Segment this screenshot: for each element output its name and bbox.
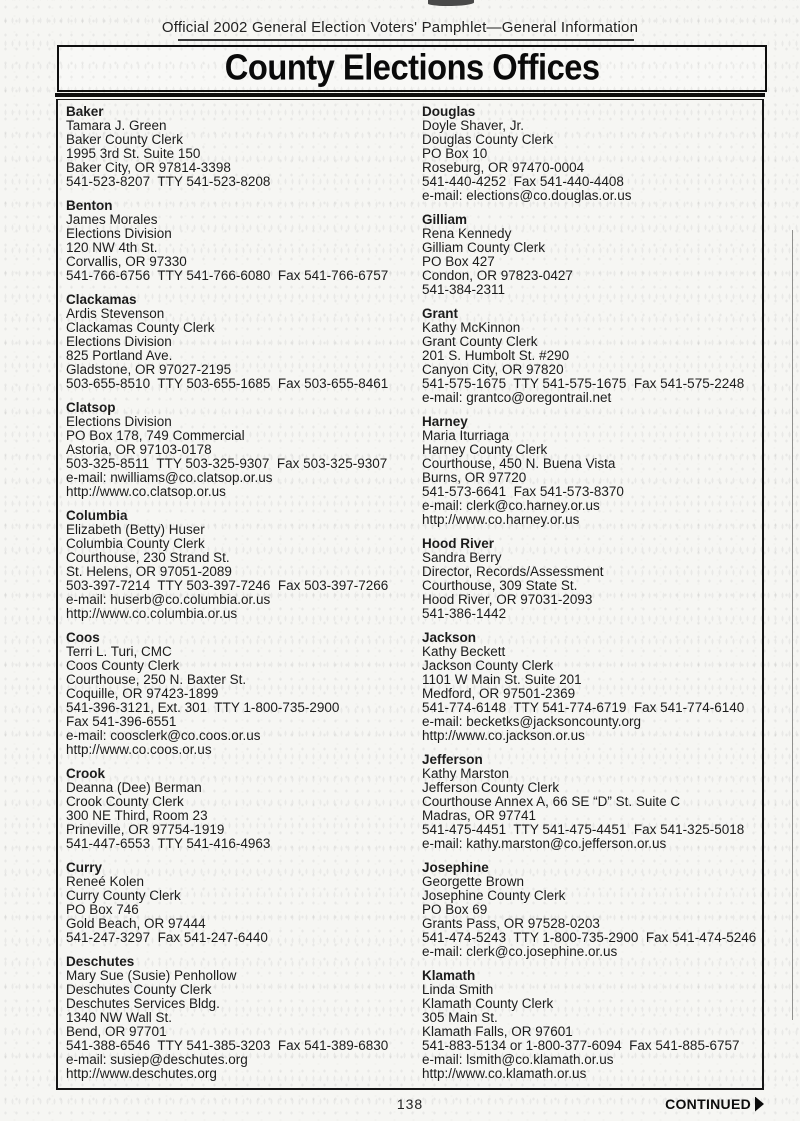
county-info-line: e-mail: lsmith@co.klamath.or.us — [422, 1052, 614, 1067]
county-info-line: Grants Pass, OR 97528-0203 — [422, 916, 600, 931]
county-info-line: Courthouse Annex A, 66 SE “D” St. Suite C — [422, 794, 681, 809]
county-entry — [66, 105, 420, 189]
county-info-line: e-mail: clerk@co.harney.or.us — [422, 498, 600, 513]
county-info-line: Courthouse, 450 N. Buena Vista — [422, 456, 616, 471]
county-info-line: http://www.co.klamath.or.us — [422, 1066, 587, 1081]
county-info-line: http://www.co.coos.or.us — [66, 742, 212, 757]
county-info-line: Elections Division — [66, 414, 172, 429]
county-info-line: Sandra Berry — [422, 550, 502, 565]
county-info-line: e-mail: becketks@jacksoncounty.org — [422, 714, 642, 729]
county-info-line: 541-474-5243 TTY 1-800-735-2900 Fax 541-474-5246 — [422, 930, 757, 945]
county-info-line: 541-766-6756 TTY 541-766-6080 Fax 541-766-6757 — [66, 268, 389, 283]
county-info-line: e-mail: clerk@co.josephine.or.us — [422, 944, 618, 959]
county-info-line: Columbia County Clerk — [66, 536, 205, 551]
county-info-line: Hood River, OR 97031-2093 — [422, 592, 593, 607]
county-name: Columbia — [66, 508, 128, 523]
county-name: Deschutes — [66, 954, 135, 969]
county-name: Coos — [66, 630, 100, 645]
county-info-line: Corvallis, OR 97330 — [66, 254, 187, 269]
county-info-line: 541-475-4451 TTY 541-475-4451 Fax 541-325-5018 — [422, 822, 745, 837]
county-info-line: Jefferson County Clerk — [422, 780, 560, 795]
county-info-line: 1340 NW Wall St. — [66, 1010, 173, 1025]
continued-label: CONTINUED — [665, 1096, 751, 1112]
county-entry — [66, 631, 420, 757]
county-info-line: Deschutes County Clerk — [66, 982, 212, 997]
county-info-line: 541-386-1442 — [422, 606, 507, 621]
county-info-line: Linda Smith — [422, 982, 494, 997]
county-info-line: Prineville, OR 97754-1919 — [66, 822, 225, 837]
county-info-line: e-mail: kathy.marston@co.jefferson.or.us — [422, 836, 667, 851]
title-box — [57, 45, 767, 92]
county-info-line: Gladstone, OR 97027-2195 — [66, 362, 232, 377]
pamphlet-header: Official 2002 General Election Voters' Pamphlet—General Information — [161, 19, 639, 36]
county-name: Klamath — [422, 968, 476, 983]
county-entry — [422, 753, 762, 851]
county-name: Clackamas — [66, 292, 137, 307]
county-name: Curry — [66, 860, 103, 875]
county-info-line: Coos County Clerk — [66, 658, 180, 673]
county-listings — [56, 99, 764, 1090]
county-info-line: Elections Division — [66, 334, 172, 349]
county-entry — [66, 767, 420, 851]
county-info-line: 503-655-8510 TTY 503-655-1685 Fax 503-655-8461 — [66, 376, 389, 391]
county-info-line: Medford, OR 97501-2369 — [422, 686, 576, 701]
county-info-line: Elizabeth (Betty) Huser — [66, 522, 205, 537]
county-info-line: Ardis Stevenson — [66, 306, 165, 321]
county-info-line: 541-573-6641 Fax 541-573-8370 — [422, 484, 624, 499]
county-info-line: Harney County Clerk — [422, 442, 548, 457]
county-info-line: 541-523-8207 TTY 541-523-8208 — [66, 174, 271, 189]
county-name: Josephine — [422, 860, 489, 875]
county-info-line: Jackson County Clerk — [422, 658, 554, 673]
county-info-line: 1101 W Main St. Suite 201 — [422, 672, 582, 687]
county-info-line: 541-440-4252 Fax 541-440-4408 — [422, 174, 624, 189]
county-info-line: Fax 541-396-6551 — [66, 714, 177, 729]
county-info-line: Klamath County Clerk — [422, 996, 554, 1011]
continued-arrow-icon — [755, 1097, 764, 1112]
county-info-line: Bend, OR 97701 — [66, 1024, 167, 1039]
county-info-line: Crook County Clerk — [66, 794, 184, 809]
county-name: Jefferson — [422, 752, 483, 767]
county-entry — [66, 861, 420, 945]
page-number: 138 — [396, 1096, 424, 1112]
county-info-line: 541-388-6546 TTY 541-385-3203 Fax 541-389-6830 — [66, 1038, 389, 1053]
county-info-line: 305 Main St. — [422, 1010, 498, 1025]
county-info-line: e-mail: grantco@oregontrail.net — [422, 390, 612, 405]
county-info-line: PO Box 10 — [422, 146, 488, 161]
county-info-line: Kathy McKinnon — [422, 320, 521, 335]
county-info-line: Rena Kennedy — [422, 226, 512, 241]
county-info-line: Courthouse, 230 Strand St. — [66, 550, 230, 565]
county-info-line: Roseburg, OR 97470-0004 — [422, 160, 585, 175]
county-entry — [422, 861, 762, 959]
county-info-line: e-mail: huserb@co.columbia.or.us — [66, 592, 271, 607]
county-entry — [422, 307, 762, 405]
county-info-line: Gold Beach, OR 97444 — [66, 916, 206, 931]
county-info-line: Mary Sue (Susie) Penhollow — [66, 968, 237, 983]
county-info-line: Tamara J. Green — [66, 118, 167, 133]
county-info-line: St. Helens, OR 97051-2089 — [66, 564, 232, 579]
county-info-line: Courthouse, 309 State St. — [422, 578, 578, 593]
county-info-line: http://www.co.clatsop.or.us — [66, 484, 226, 499]
county-info-line: Curry County Clerk — [66, 888, 181, 903]
county-entry — [66, 509, 420, 621]
county-info-line: e-mail: coosclerk@co.coos.or.us — [66, 728, 261, 743]
page-title: County Elections Offices — [224, 47, 600, 89]
county-info-line: Deanna (Dee) Berman — [66, 780, 202, 795]
county-info-line: http://www.co.jackson.or.us — [422, 728, 585, 743]
county-info-line: http://www.deschutes.org — [66, 1066, 217, 1081]
county-entry — [422, 213, 762, 297]
county-info-line: Condon, OR 97823-0427 — [422, 268, 573, 283]
county-info-line: 541-396-3121, Ext. 301 TTY 1-800-735-2900 — [66, 700, 340, 715]
county-info-line: 541-575-1675 TTY 541-575-1675 Fax 541-575-2248 — [422, 376, 745, 391]
county-info-line: e-mail: nwilliams@co.clatsop.or.us — [66, 470, 273, 485]
county-info-line: Douglas County Clerk — [422, 132, 554, 147]
county-info-line: Deschutes Services Bldg. — [66, 996, 220, 1011]
county-info-line: Josephine County Clerk — [422, 888, 566, 903]
county-info-line: Madras, OR 97741 — [422, 808, 537, 823]
title-underbar — [55, 93, 765, 97]
county-info-line: Director, Records/Assessment — [422, 564, 604, 579]
county-info-line: Canyon City, OR 97820 — [422, 362, 564, 377]
county-info-line: Burns, OR 97720 — [422, 470, 527, 485]
county-info-line: Baker City, OR 97814-3398 — [66, 160, 231, 175]
county-info-line: Doyle Shaver, Jr. — [422, 118, 525, 133]
county-entry — [422, 105, 762, 203]
county-entry — [422, 969, 762, 1081]
county-entry — [66, 401, 420, 499]
county-info-line: 825 Portland Ave. — [66, 348, 173, 363]
county-entry — [66, 199, 420, 283]
county-entry — [422, 631, 762, 743]
county-info-line: PO Box 69 — [422, 902, 488, 917]
county-info-line: Coquille, OR 97423-1899 — [66, 686, 219, 701]
county-info-line: Klamath Falls, OR 97601 — [422, 1024, 573, 1039]
scan-smudge-artifact — [428, 0, 474, 6]
county-info-line: http://www.co.harney.or.us — [422, 512, 580, 527]
county-info-line: 503-325-8511 TTY 503-325-9307 Fax 503-325-9307 — [66, 456, 388, 471]
county-info-line: 201 S. Humbolt St. #290 — [422, 348, 570, 363]
county-name: Crook — [66, 766, 106, 781]
county-name: Baker — [66, 104, 104, 119]
county-info-line: PO Box 427 — [422, 254, 495, 269]
county-info-line: Grant County Clerk — [422, 334, 538, 349]
county-info-line: 503-397-7214 TTY 503-397-7246 Fax 503-397-7266 — [66, 578, 389, 593]
county-info-line: Kathy Marston — [422, 766, 510, 781]
scan-edge-line — [792, 230, 793, 1020]
county-name: Harney — [422, 414, 468, 429]
county-entry — [422, 537, 762, 621]
county-info-line: Maria Iturriaga — [422, 428, 510, 443]
county-info-line: Clackamas County Clerk — [66, 320, 215, 335]
county-info-line: Georgette Brown — [422, 874, 525, 889]
header-rule — [178, 39, 634, 41]
county-entry — [66, 293, 420, 391]
county-name: Grant — [422, 306, 459, 321]
county-info-line: Kathy Beckett — [422, 644, 506, 659]
column-right — [420, 100, 762, 1088]
county-entry — [422, 415, 762, 527]
county-info-line: e-mail: susiep@deschutes.org — [66, 1052, 248, 1067]
county-info-line: 120 NW 4th St. — [66, 240, 158, 255]
county-info-line: 1995 3rd St. Suite 150 — [66, 146, 201, 161]
county-name: Jackson — [422, 630, 477, 645]
county-info-line: http://www.co.columbia.or.us — [66, 606, 238, 621]
county-info-line: 541-883-5134 or 1-800-377-6094 Fax 541-885-6757 — [422, 1038, 740, 1053]
county-name: Hood River — [422, 536, 495, 551]
county-info-line: 541-247-3297 Fax 541-247-6440 — [66, 930, 268, 945]
county-name: Gilliam — [422, 212, 468, 227]
county-info-line: e-mail: elections@co.douglas.or.us — [422, 188, 632, 203]
county-info-line: Gilliam County Clerk — [422, 240, 546, 255]
page-footer — [56, 1095, 764, 1113]
county-info-line: PO Box 746 — [66, 902, 139, 917]
county-info-line: 541-447-6553 TTY 541-416-4963 — [66, 836, 271, 851]
county-name: Clatsop — [66, 400, 116, 415]
column-left — [58, 100, 420, 1088]
county-info-line: 541-384-2311 — [422, 282, 506, 297]
county-info-line: Elections Division — [66, 226, 172, 241]
county-info-line: PO Box 178, 749 Commercial — [66, 428, 245, 443]
county-info-line: 541-774-6148 TTY 541-774-6719 Fax 541-774-6140 — [422, 700, 745, 715]
county-info-line: Baker County Clerk — [66, 132, 184, 147]
county-name: Benton — [66, 198, 113, 213]
county-info-line: James Morales — [66, 212, 158, 227]
county-info-line: Reneé Kolen — [66, 874, 145, 889]
county-info-line: Terri L. Turi, CMC — [66, 644, 172, 659]
county-entry — [66, 955, 420, 1081]
continued-label-group — [665, 1096, 764, 1112]
county-name: Douglas — [422, 104, 476, 119]
county-info-line: Courthouse, 250 N. Baxter St. — [66, 672, 247, 687]
county-info-line: 300 NE Third, Room 23 — [66, 808, 208, 823]
county-info-line: Astoria, OR 97103-0178 — [66, 442, 212, 457]
